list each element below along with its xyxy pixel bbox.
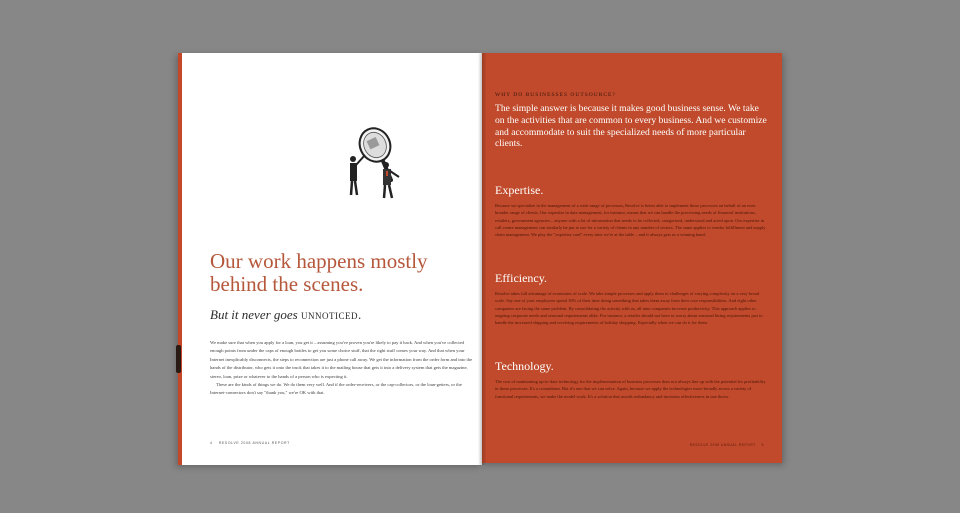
body-paragraph-1: We make sure that when you apply for a loan, you get it – assuming you've proven you're likely to pay it back. And when you've collected enough points from under the caps of enough bottles to get you some choice stuff, that the right stuff comes your way. And that when your Internet inexplicably disconnects, the steps to reconnection are just a phone call away. We get the information from the order form and into the hands of the distributor, who gets it onto the truck that takes it to the mailing house that gets it into a delivery system that gets the magazine, stereo, loan, prize or whatever to the hands of a person who is expecting it.	[210, 340, 473, 379]
subhead-lead: But it never goes	[210, 307, 298, 322]
section-body-technology: The cost of maintaining up-to-date technology for the implementation of business processes does not always line up with the potential for profitability in those processes. It's a conundrum. But it's one that we can solve. Again, because we apply the technologies more broadly across a variety of functional requirements, we make the model work. It's a solution that avoids redundancy and increases effectiveness in one throw.	[495, 379, 766, 399]
binding-clip	[176, 345, 181, 373]
subhead-caps: unnoticed.	[300, 307, 362, 322]
section-body-efficiency: Resolve takes full advantage of economies of scale. We take simple processes and apply them to challenges of varying complexity on a very broad scale. Say one of your employees spend 10% of their time doing something that takes them away from their core responsibilities. And eight other companies are facing the same problem. By consolidating the activity with us, all nine companies increase productivity. This approach applies to ongoing corporate needs and seasonal requirements alike. For instance, a retailer should not have to worry about seasonal hiring requirements just to handle the increased shipping and receiving requirements of holiday shopping. Especially when we can do it for them.	[495, 291, 763, 326]
section-title-efficiency: Efficiency.	[495, 271, 547, 285]
section-body-expertise: Because we specialize in the management of a wide range of processes, Resolve is better able to implement those processes on behalf of an even broader range of clients. Our expertise in data management, for instance, means that we can handle the processing needs of financial institutions, retailers, government agencies... anyone with a lot of information that needs to be collected, categorized, understood and acted upon. Our expertise in call centre management can similarly be put to use for a variety of clients in any number of sectors. The same applies to vendor fulfillment and supply chain management. We play the "expertise card" every time we're at the table – and it always gets us a winning hand.	[495, 203, 766, 238]
section-title-technology: Technology.	[495, 359, 554, 373]
magnifying-glass-illustration	[339, 125, 409, 203]
page-subhead	[210, 307, 470, 323]
folio-left	[210, 441, 290, 445]
book-gutter	[478, 53, 486, 465]
body-text	[210, 339, 476, 398]
folio-right-text: RESOLVE 2008 ANNUAL REPORT	[689, 443, 756, 447]
folio-right-number: 5	[761, 443, 764, 447]
lead-paragraph: The simple answer is because it makes good business sense. We take on the activities that are common to every business. And we customize and accommodate to suit the specialized needs of more particular clients.	[495, 103, 767, 150]
folio-right	[690, 443, 764, 447]
body-paragraph-2: These are the kinds of things we do. We do them very well. And if the order-receivers, or the cap-collectors, or the loan-getters, or the Internet-connectors don't say "thank you," we're OK with that.	[210, 382, 462, 396]
headline-line-2: behind the scenes.	[210, 272, 364, 296]
page-headline	[210, 250, 470, 296]
folio-left-number: 4	[210, 441, 213, 445]
right-page	[482, 53, 782, 463]
left-page	[178, 53, 482, 465]
section-title-expertise: Expertise.	[495, 183, 544, 197]
headline-line-1: Our work happens mostly	[210, 249, 428, 273]
section-kicker: WHY DO BUSINESSES OUTSOURCE?	[495, 92, 616, 98]
folio-left-text: RESOLVE 2008 ANNUAL REPORT	[218, 441, 290, 445]
